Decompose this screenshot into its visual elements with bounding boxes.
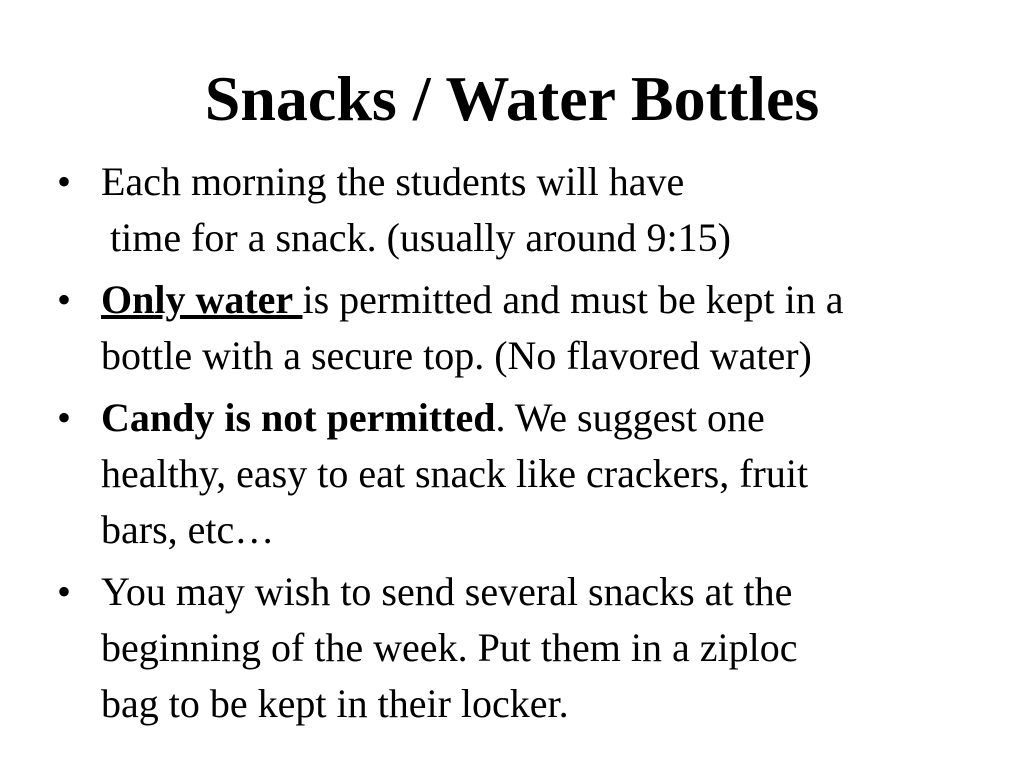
bullet-text-line: • Each morning the students will have [101, 159, 685, 204]
bullet-text-line: bottle with a secure top. (No flavored water) [101, 333, 812, 378]
bullet-text-rest: is permitted and must be kept in a [302, 277, 844, 322]
emphasis-only-water: Only water [101, 277, 303, 322]
bullet-text-rest: . We suggest one [495, 395, 765, 440]
bullet-several-snacks [57, 564, 1007, 732]
bullet-text-line [101, 272, 1007, 328]
bullet-water-only [57, 272, 1007, 384]
slide-title: Snacks / Water Bottles [204, 63, 820, 134]
bullet-text-line: time for a snack. (usually around 9:15) [110, 215, 731, 260]
bullet-snack-time [57, 154, 1007, 266]
bullet-text-line: bars, etc… [101, 507, 275, 552]
bullet-no-candy [57, 390, 1007, 558]
bullet-text-line: beginning of the week. Put them in a ziploc [101, 625, 798, 670]
bullet-list [57, 154, 1007, 738]
bullet-text-line: bag to be kept in their locker. [101, 681, 569, 726]
bullet-text-line [101, 390, 1007, 446]
bullet-text-line: healthy, easy to eat snack like crackers, fruit [101, 451, 809, 496]
bullet-text-line: • You may wish to send several snacks at the [101, 569, 793, 614]
emphasis-candy: Candy is not permitted [101, 395, 496, 440]
